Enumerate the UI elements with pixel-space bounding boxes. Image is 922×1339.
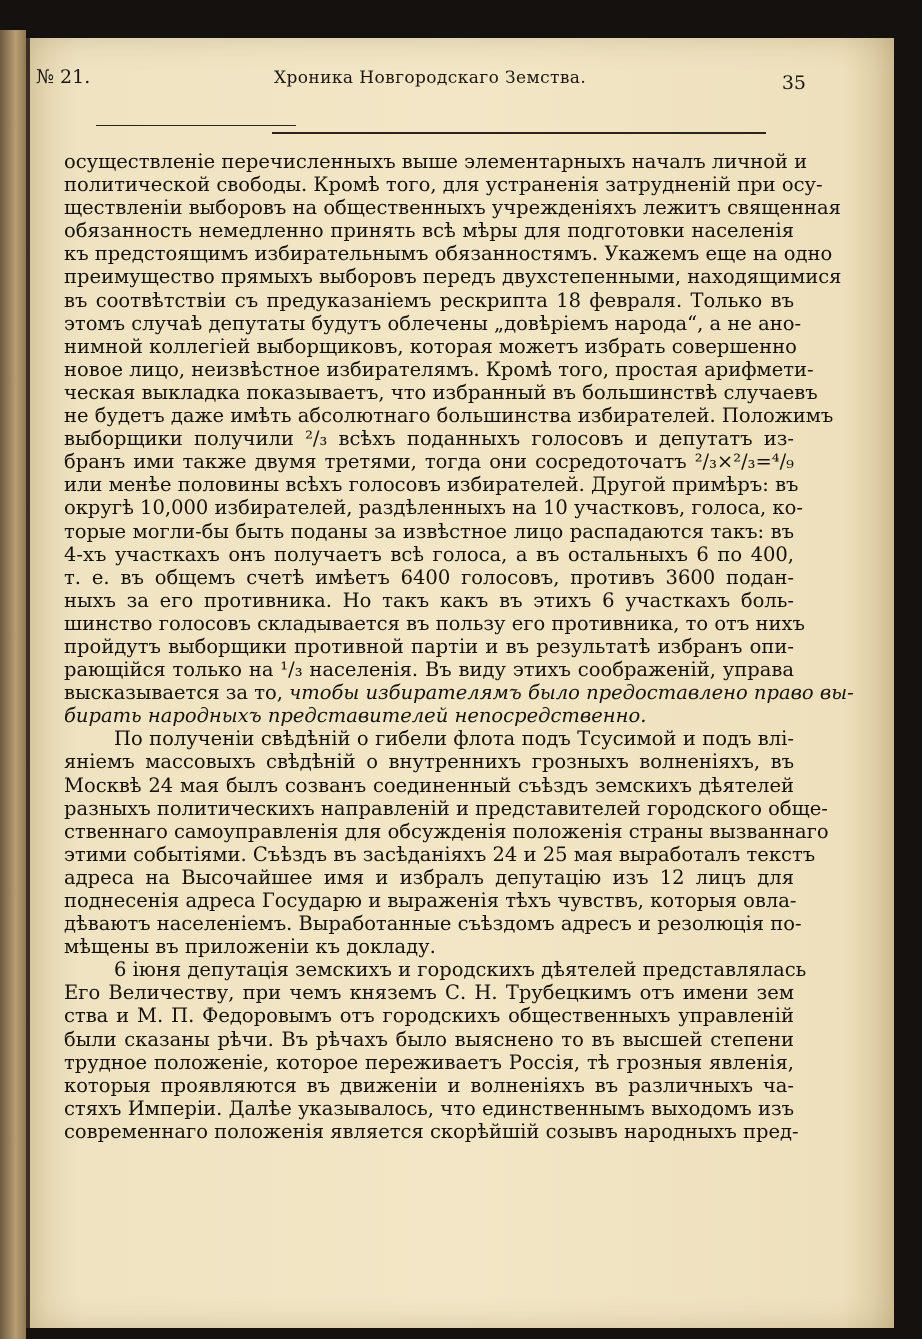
text-line: новое лицо, неизвѣстное избирателямъ. Кромѣ того, простая арифмети- [64,357,814,381]
page-number: 35 [781,72,806,94]
text-line: торые могли-бы быть поданы за извѣстное лицо распадаются такъ: въ [64,519,794,543]
text-line: Его Величеству, при чемъ княземъ С. Н. Трубецкимъ отъ имени зем [64,981,794,1005]
issue-number: № 21. [36,66,91,88]
running-title: Хроника Новгородскаго Земства. [274,68,587,88]
text-line: не будетъ даже имѣть абсолютнаго большинства избирателей. Положимъ [64,404,834,428]
running-header [36,64,806,104]
text-line: которыя проявляются въ движеніи и волненіяхъ въ различныхъ ча- [64,1073,794,1097]
paragraph-start: 6 іюня депутація земскихъ и городскихъ дѣятелей представлялась [114,958,807,982]
text-line: шинство голосовъ складывается въ пользу его противника, то отъ нихъ [64,611,805,635]
text-line: дѣваютъ населеніемъ. Выработанные съѣздомъ адресъ и резолюція по- [64,912,802,936]
text-line: бранъ ими также двумя третями, тогда они сосредоточатъ ²/₃×²/₃=⁴/₉ [64,450,794,474]
text-fragment: высказывается за то, [64,681,283,705]
text-line: выборщики получили ²/₃ всѣхъ поданныхъ голосовъ и депутатъ из- [64,427,794,451]
text-line: нимной коллегіей выборщиковъ, которая можетъ избрать совершенно [64,334,797,358]
text-line: мѣщены въ приложеніи къ докладу. [64,935,436,959]
text-line-mixed [64,681,854,705]
text-line: рающійся только на ¹/₃ населенія. Въ виду этихъ соображеній, управа [64,658,794,682]
header-rule [272,132,766,134]
text-line: ныхъ за его противника. Но такъ какъ въ этихъ 6 участкахъ боль- [64,588,794,612]
text-line: осуществленіе перечисленныхъ выше элементарныхъ началъ личной и [64,150,808,173]
italic-emphasis: бирать народныхъ представителей непосредственно. [64,704,647,728]
text-line: къ предстоящимъ избирательнымъ обязанностямъ. Укажемъ еще на одно [64,242,833,266]
text-line: ществленіи выборовъ на общественныхъ учрежденіяхъ лежитъ священная [64,196,841,220]
body-text [64,150,854,1143]
text-line: были сказаны рѣчи. Въ рѣчахъ было выяснено то въ высшей степени [64,1027,794,1051]
text-line: этими событіями. Съѣздъ въ засѣданіяхъ 24 и 25 мая выработалъ текстъ [64,842,816,866]
text-line: трудное положеніе, которое переживаетъ Россія, тѣ грозныя явленія, [64,1050,794,1074]
text-line: адреса на Высочайшее имя и избралъ депутацію изъ 12 лицъ для [64,865,794,889]
text-line: въ соотвѣтствіи съ предуказаніемъ рескрипта 18 февраля. Только въ [64,288,794,312]
text-line: преимущество прямыхъ выборовъ передъ двухстепенными, находящимися [64,265,842,289]
paragraph-start: По полученіи свѣдѣній о гибели флота подъ Тсусимой и подъ влі- [114,727,794,751]
text-line: ственнаго самоуправленія для обсужденія положенія страны вызваннаго [64,819,829,843]
text-line: современнаго положенія является скорѣйшій созывъ народныхъ пред- [64,1119,799,1143]
italic-emphasis: чтобы избирателямъ было предоставлено право вы- [282,681,854,705]
text-line: разныхъ политическихъ направленій и представителей городского обще- [64,796,828,820]
text-line: политической свободы. Кромѣ того, для устраненія затрудненій при осу- [64,173,823,197]
text-line: пройдутъ выборщики противной партіи и въ результатѣ избранъ опи- [64,634,794,658]
text-line: т. е. въ общемъ счетѣ имѣетъ 6400 голосовъ, противъ 3600 подан- [64,565,794,589]
text-line: 4-хъ участкахъ онъ получаетъ всѣ голоса, а въ остальныхъ 6 по 400, [64,542,794,566]
text-line: ства и М. П. Федоровымъ отъ городскихъ общественныхъ управленій [64,1004,794,1028]
text-line: яніемъ массовыхъ свѣдѣній о внутреннихъ грозныхъ волненіяхъ, въ [64,750,794,774]
text-line: или менѣе половины всѣхъ голосовъ избирателей. Другой примѣръ: въ [64,473,799,497]
text-line: поднесенія адреса Государю и выраженія тѣхъ чувствъ, которыя овла- [64,889,797,912]
text-line: Москвѣ 24 мая былъ созванъ соединенный съѣздъ земскихъ дѣятелей [64,773,794,797]
text-line: этомъ случаѣ депутаты будутъ облечены „довѣріемъ народа“, а не ано- [64,311,802,335]
text-line: ческая выкладка показываетъ, что избранный въ большинствѣ случаевъ [64,380,818,404]
header-rule-left [96,125,296,126]
text-line: стяхъ Имперіи. Далѣе указывалось, что единственнымъ выходомъ изъ [64,1096,794,1120]
text-line: округѣ 10,000 избирателей, раздѣленныхъ на 10 участковъ, голоса, ко- [64,496,803,520]
left-page-edge [0,30,26,1339]
text-line: обязанность немедленно принять всѣ мѣры для подготовки населенія [64,219,794,243]
